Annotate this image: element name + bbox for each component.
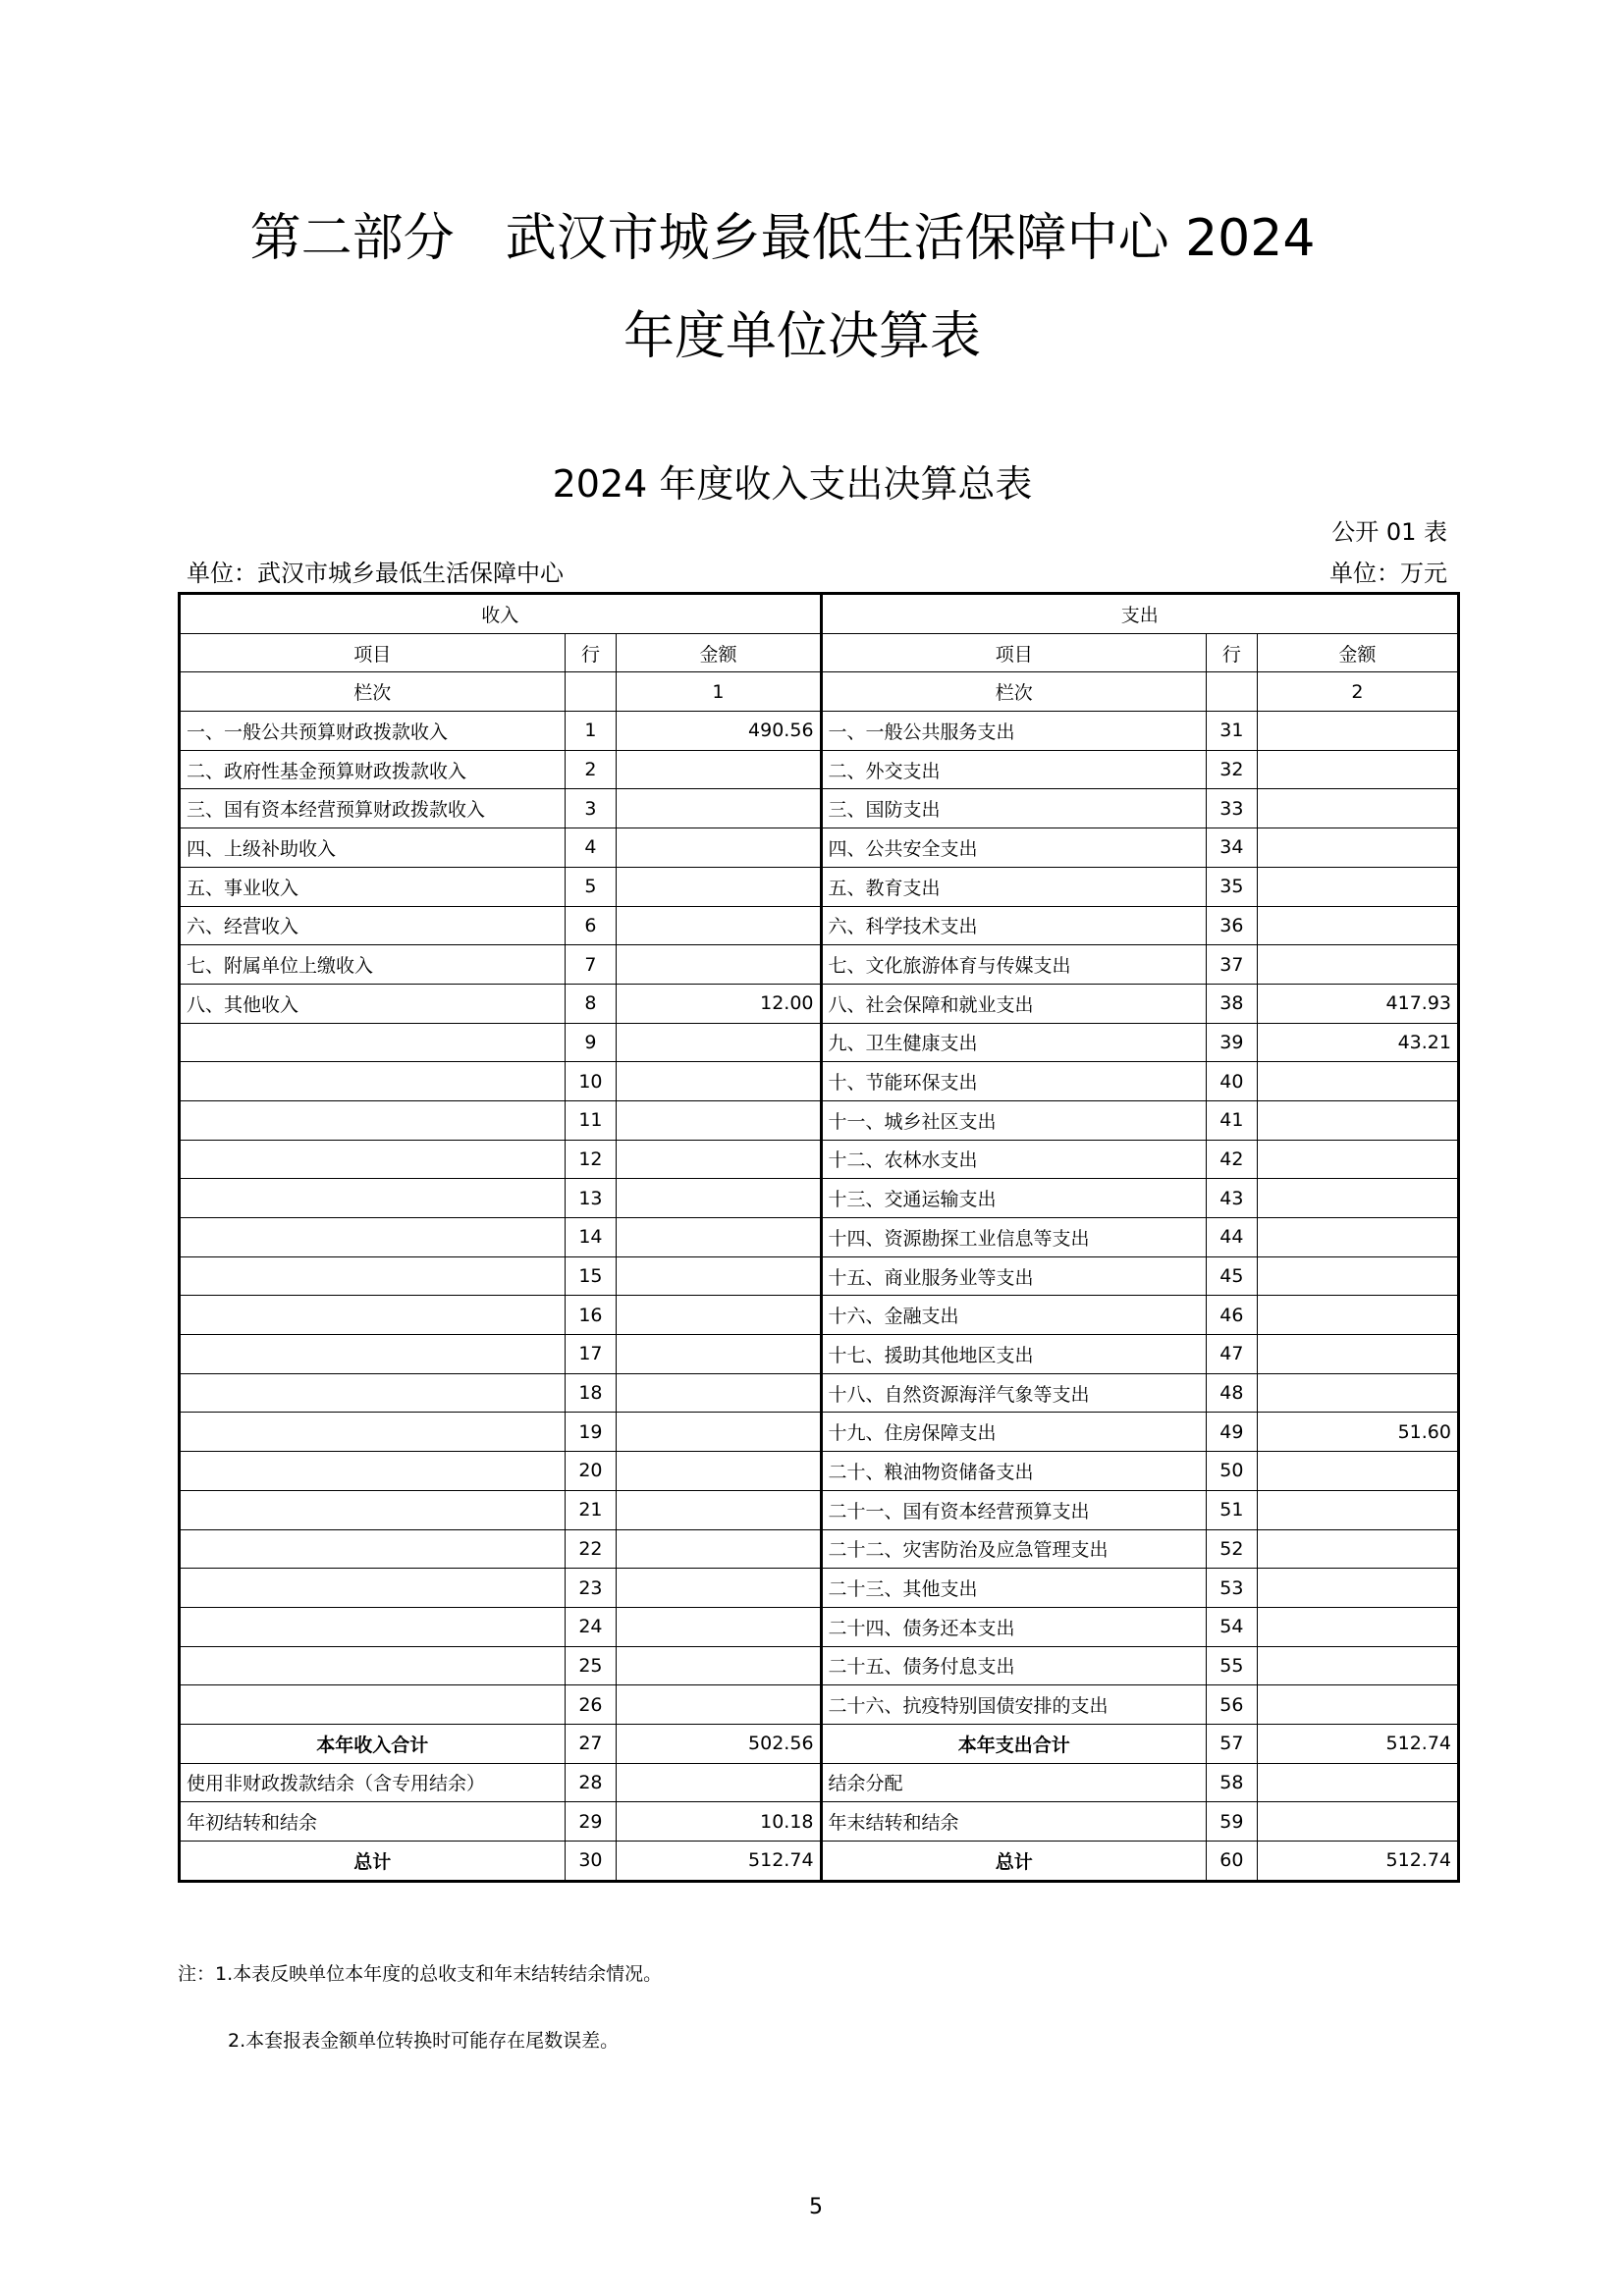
expense-amount xyxy=(1257,1100,1458,1140)
expense-item: 十七、援助其他地区支出 xyxy=(821,1335,1206,1374)
income-amount xyxy=(617,1335,821,1374)
header-row-group xyxy=(180,594,1459,634)
expense-item: 结余分配 xyxy=(821,1763,1206,1802)
income-amount xyxy=(617,1413,821,1452)
expense-item: 十二、农林水支出 xyxy=(821,1140,1206,1179)
expense-item: 年末结转和结余 xyxy=(821,1802,1206,1842)
expense-row-no: 49 xyxy=(1206,1413,1257,1452)
income-item xyxy=(180,1335,566,1374)
expense-row-no: 48 xyxy=(1206,1373,1257,1413)
income-amount xyxy=(617,1100,821,1140)
col-amount: 金额 xyxy=(1257,633,1458,672)
expense-row-no: 46 xyxy=(1206,1296,1257,1335)
income-row-no: 3 xyxy=(565,789,617,828)
col-row: 行 xyxy=(565,633,617,672)
income-row-no: 19 xyxy=(565,1413,617,1452)
income-amount xyxy=(617,867,821,906)
expense-amount xyxy=(1257,1490,1458,1529)
expense-row-no: 59 xyxy=(1206,1802,1257,1842)
table-row xyxy=(180,1218,1459,1257)
income-item xyxy=(180,1100,566,1140)
income-expense-table xyxy=(178,592,1460,1883)
income-item xyxy=(180,1685,566,1725)
expense-item: 九、卫生健康支出 xyxy=(821,1023,1206,1062)
summary-row xyxy=(180,1802,1459,1842)
table-row xyxy=(180,1529,1459,1569)
expense-item: 十八、自然资源海洋气象等支出 xyxy=(821,1373,1206,1413)
expense-item: 十四、资源勘探工业信息等支出 xyxy=(821,1218,1206,1257)
header-row-columns xyxy=(180,633,1459,672)
income-row-no: 27 xyxy=(565,1724,617,1763)
expense-item: 十三、交通运输支出 xyxy=(821,1179,1206,1218)
expense-item: 二十四、债务还本支出 xyxy=(821,1607,1206,1646)
income-amount: 512.74 xyxy=(617,1842,821,1882)
table-row xyxy=(180,1373,1459,1413)
expense-amount: 417.93 xyxy=(1257,984,1458,1023)
expense-row-no: 43 xyxy=(1206,1179,1257,1218)
table-row xyxy=(180,1569,1459,1608)
expense-item: 二十、粮油物资储备支出 xyxy=(821,1452,1206,1491)
income-item xyxy=(180,1373,566,1413)
income-row-no: 7 xyxy=(565,945,617,985)
income-row-no: 13 xyxy=(565,1179,617,1218)
table-row xyxy=(180,1685,1459,1725)
table-row xyxy=(180,750,1459,789)
expense-row-no: 53 xyxy=(1206,1569,1257,1608)
expense-amount xyxy=(1257,1452,1458,1491)
col-item: 项目 xyxy=(180,633,566,672)
income-item xyxy=(180,1218,566,1257)
income-row-no: 6 xyxy=(565,906,617,945)
income-item xyxy=(180,1256,566,1296)
expense-amount xyxy=(1257,1335,1458,1374)
expense-item: 十、节能环保支出 xyxy=(821,1062,1206,1101)
income-row-no: 25 xyxy=(565,1646,617,1685)
income-item xyxy=(180,1062,566,1101)
income-item xyxy=(180,1023,566,1062)
income-item xyxy=(180,1490,566,1529)
col-label: 栏次 xyxy=(180,672,566,712)
income-amount xyxy=(617,1452,821,1491)
income-item: 二、政府性基金预算财政拨款收入 xyxy=(180,750,566,789)
expense-item: 八、社会保障和就业支出 xyxy=(821,984,1206,1023)
expense-amount xyxy=(1257,1140,1458,1179)
income-item: 使用非财政拨款结余（含专用结余） xyxy=(180,1763,566,1802)
income-item: 七、附属单位上缴收入 xyxy=(180,945,566,985)
page-title-line2: 年度单位决算表 xyxy=(623,307,981,366)
expense-amount xyxy=(1257,1763,1458,1802)
income-header: 收入 xyxy=(180,594,822,634)
table-row xyxy=(180,1335,1459,1374)
expense-row-no: 54 xyxy=(1206,1607,1257,1646)
expense-amount xyxy=(1257,1802,1458,1842)
table-row xyxy=(180,984,1459,1023)
income-item: 六、经营收入 xyxy=(180,906,566,945)
income-row-no: 5 xyxy=(565,867,617,906)
empty-cell xyxy=(565,672,617,712)
expense-item: 十一、城乡社区支出 xyxy=(821,1100,1206,1140)
income-item: 四、上级补助收入 xyxy=(180,828,566,868)
expense-row-no: 58 xyxy=(1206,1763,1257,1802)
note-2: 2.本套报表金额单位转换时可能存在尾数误差。 xyxy=(228,2030,620,2052)
income-item: 一、一般公共预算财政拨款收入 xyxy=(180,712,566,751)
expense-item: 总计 xyxy=(821,1842,1206,1882)
income-item xyxy=(180,1452,566,1491)
income-amount xyxy=(617,1646,821,1685)
expense-amount xyxy=(1257,1529,1458,1569)
expense-row-no: 38 xyxy=(1206,984,1257,1023)
table-row xyxy=(180,1100,1459,1140)
expense-row-no: 52 xyxy=(1206,1529,1257,1569)
income-amount xyxy=(617,1373,821,1413)
note-1: 注：1.本表反映单位本年度的总收支和年末结转结余情况。 xyxy=(178,1963,663,1985)
income-row-no: 26 xyxy=(565,1685,617,1725)
header-row-index xyxy=(180,672,1459,712)
expense-amount xyxy=(1257,712,1458,751)
col-row: 行 xyxy=(1206,633,1257,672)
col-index-1: 1 xyxy=(617,672,821,712)
col-amount: 金额 xyxy=(617,633,821,672)
col-item: 项目 xyxy=(821,633,1206,672)
summary-row xyxy=(180,1763,1459,1802)
expense-item: 二十六、抗疫特别国债安排的支出 xyxy=(821,1685,1206,1725)
expense-amount xyxy=(1257,1569,1458,1608)
table-row xyxy=(180,1140,1459,1179)
income-amount xyxy=(617,1140,821,1179)
income-row-no: 9 xyxy=(565,1023,617,1062)
expense-row-no: 41 xyxy=(1206,1100,1257,1140)
income-item xyxy=(180,1179,566,1218)
income-row-no: 15 xyxy=(565,1256,617,1296)
expense-amount xyxy=(1257,789,1458,828)
table-row xyxy=(180,828,1459,868)
expense-item: 二十一、国有资本经营预算支出 xyxy=(821,1490,1206,1529)
income-amount: 502.56 xyxy=(617,1724,821,1763)
table-row xyxy=(180,712,1459,751)
income-row-no: 29 xyxy=(565,1802,617,1842)
expense-amount: 43.21 xyxy=(1257,1023,1458,1062)
income-row-no: 4 xyxy=(565,828,617,868)
expense-item: 十五、商业服务业等支出 xyxy=(821,1256,1206,1296)
expense-item: 二十二、灾害防治及应急管理支出 xyxy=(821,1529,1206,1569)
income-row-no: 14 xyxy=(565,1218,617,1257)
expense-row-no: 34 xyxy=(1206,828,1257,868)
summary-row xyxy=(180,1724,1459,1763)
income-item xyxy=(180,1413,566,1452)
expense-amount xyxy=(1257,1179,1458,1218)
income-amount xyxy=(617,1569,821,1608)
expense-item: 二十三、其他支出 xyxy=(821,1569,1206,1608)
income-amount xyxy=(617,789,821,828)
income-row-no: 12 xyxy=(565,1140,617,1179)
expense-amount: 512.74 xyxy=(1257,1724,1458,1763)
expense-row-no: 39 xyxy=(1206,1023,1257,1062)
income-amount xyxy=(617,906,821,945)
income-row-no: 2 xyxy=(565,750,617,789)
income-row-no: 30 xyxy=(565,1842,617,1882)
expense-header: 支出 xyxy=(821,594,1458,634)
expense-item: 二、外交支出 xyxy=(821,750,1206,789)
income-item: 八、其他收入 xyxy=(180,984,566,1023)
expense-amount xyxy=(1257,906,1458,945)
expense-item: 七、文化旅游体育与传媒支出 xyxy=(821,945,1206,985)
empty-cell xyxy=(1206,672,1257,712)
income-amount xyxy=(617,828,821,868)
income-amount xyxy=(617,1256,821,1296)
income-row-no: 16 xyxy=(565,1296,617,1335)
expense-amount xyxy=(1257,867,1458,906)
income-amount xyxy=(617,945,821,985)
expense-row-no: 32 xyxy=(1206,750,1257,789)
income-row-no: 21 xyxy=(565,1490,617,1529)
table-row xyxy=(180,867,1459,906)
expense-item: 本年支出合计 xyxy=(821,1724,1206,1763)
expense-item: 五、教育支出 xyxy=(821,867,1206,906)
table-row xyxy=(180,1413,1459,1452)
income-item xyxy=(180,1296,566,1335)
col-label: 栏次 xyxy=(821,672,1206,712)
table-row xyxy=(180,1607,1459,1646)
col-index-2: 2 xyxy=(1257,672,1458,712)
table-row xyxy=(180,1490,1459,1529)
expense-row-no: 35 xyxy=(1206,867,1257,906)
income-amount xyxy=(617,750,821,789)
expense-item: 四、公共安全支出 xyxy=(821,828,1206,868)
expense-item: 二十五、债务付息支出 xyxy=(821,1646,1206,1685)
table-code: 公开 01 表 xyxy=(1331,518,1447,546)
income-amount xyxy=(617,1023,821,1062)
table-row xyxy=(180,1062,1459,1101)
expense-amount xyxy=(1257,1218,1458,1257)
expense-row-no: 55 xyxy=(1206,1646,1257,1685)
income-row-no: 28 xyxy=(565,1763,617,1802)
income-item: 本年收入合计 xyxy=(180,1724,566,1763)
table-row xyxy=(180,1296,1459,1335)
table-row xyxy=(180,945,1459,985)
income-amount xyxy=(617,1062,821,1101)
income-row-no: 1 xyxy=(565,712,617,751)
expense-row-no: 40 xyxy=(1206,1062,1257,1101)
expense-row-no: 31 xyxy=(1206,712,1257,751)
income-amount xyxy=(617,1607,821,1646)
table-row xyxy=(180,1179,1459,1218)
expense-row-no: 57 xyxy=(1206,1724,1257,1763)
income-row-no: 11 xyxy=(565,1100,617,1140)
expense-row-no: 51 xyxy=(1206,1490,1257,1529)
income-row-no: 18 xyxy=(565,1373,617,1413)
income-row-no: 22 xyxy=(565,1529,617,1569)
income-amount xyxy=(617,1218,821,1257)
summary-row xyxy=(180,1842,1459,1882)
expense-item: 三、国防支出 xyxy=(821,789,1206,828)
expense-row-no: 50 xyxy=(1206,1452,1257,1491)
table-row xyxy=(180,1023,1459,1062)
income-item xyxy=(180,1529,566,1569)
expense-row-no: 37 xyxy=(1206,945,1257,985)
page-number: 5 xyxy=(809,2195,823,2219)
income-item xyxy=(180,1140,566,1179)
expense-amount xyxy=(1257,1062,1458,1101)
table-row xyxy=(180,1646,1459,1685)
income-item xyxy=(180,1569,566,1608)
income-amount xyxy=(617,1296,821,1335)
expense-row-no: 44 xyxy=(1206,1218,1257,1257)
expense-amount: 512.74 xyxy=(1257,1842,1458,1882)
income-item: 总计 xyxy=(180,1842,566,1882)
unit-name: 单位：武汉市城乡最低生活保障中心 xyxy=(187,560,564,587)
income-amount xyxy=(617,1179,821,1218)
income-row-no: 8 xyxy=(565,984,617,1023)
income-row-no: 20 xyxy=(565,1452,617,1491)
expense-row-no: 60 xyxy=(1206,1842,1257,1882)
income-row-no: 17 xyxy=(565,1335,617,1374)
income-amount xyxy=(617,1763,821,1802)
page-title-line1: 第二部分 武汉市城乡最低生活保障中心 2024 xyxy=(249,209,1316,268)
income-amount xyxy=(617,1490,821,1529)
expense-amount xyxy=(1257,1373,1458,1413)
income-row-no: 23 xyxy=(565,1569,617,1608)
expense-amount xyxy=(1257,828,1458,868)
expense-amount: 51.60 xyxy=(1257,1413,1458,1452)
unit-currency: 单位：万元 xyxy=(1329,560,1447,587)
expense-amount xyxy=(1257,945,1458,985)
expense-row-no: 56 xyxy=(1206,1685,1257,1725)
income-amount: 10.18 xyxy=(617,1802,821,1842)
expense-row-no: 47 xyxy=(1206,1335,1257,1374)
income-item xyxy=(180,1607,566,1646)
expense-amount xyxy=(1257,1646,1458,1685)
income-amount: 490.56 xyxy=(617,712,821,751)
expense-item: 一、一般公共服务支出 xyxy=(821,712,1206,751)
income-item: 三、国有资本经营预算财政拨款收入 xyxy=(180,789,566,828)
expense-row-no: 45 xyxy=(1206,1256,1257,1296)
table-row xyxy=(180,789,1459,828)
expense-amount xyxy=(1257,1256,1458,1296)
expense-amount xyxy=(1257,1296,1458,1335)
income-amount xyxy=(617,1529,821,1569)
table-row xyxy=(180,906,1459,945)
table-row xyxy=(180,1452,1459,1491)
expense-item: 十六、金融支出 xyxy=(821,1296,1206,1335)
income-row-no: 24 xyxy=(565,1607,617,1646)
expense-amount xyxy=(1257,750,1458,789)
expense-row-no: 42 xyxy=(1206,1140,1257,1179)
income-row-no: 10 xyxy=(565,1062,617,1101)
table-row xyxy=(180,1256,1459,1296)
expense-item: 六、科学技术支出 xyxy=(821,906,1206,945)
expense-row-no: 36 xyxy=(1206,906,1257,945)
income-item: 五、事业收入 xyxy=(180,867,566,906)
expense-amount xyxy=(1257,1607,1458,1646)
table-title: 2024 年度收入支出决算总表 xyxy=(552,462,1033,506)
expense-item: 十九、住房保障支出 xyxy=(821,1413,1206,1452)
income-item xyxy=(180,1646,566,1685)
income-item: 年初结转和结余 xyxy=(180,1802,566,1842)
income-amount xyxy=(617,1685,821,1725)
expense-amount xyxy=(1257,1685,1458,1725)
income-amount: 12.00 xyxy=(617,984,821,1023)
expense-row-no: 33 xyxy=(1206,789,1257,828)
